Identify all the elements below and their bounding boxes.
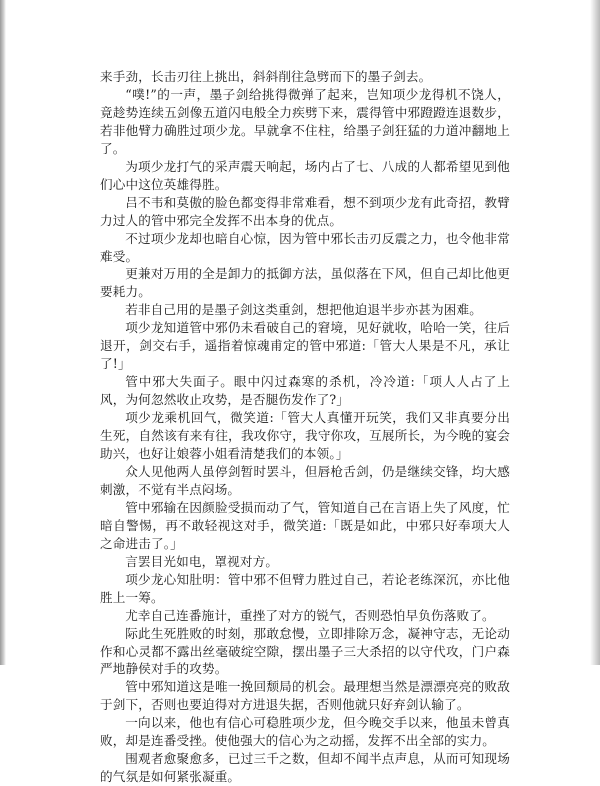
page-edge-left bbox=[0, 0, 6, 665]
paragraph: 来手劲，长击刃往上挑出，斜斜削往急劈而下的墨子剑去。 bbox=[100, 69, 432, 84]
paragraph: 众人见他两人虽停剑暂时罢斗，但唇枪舌剑，仍是继续交锋，均大感刺激，不觉有半点闷场。 bbox=[100, 463, 510, 497]
paragraph: 尤幸自己连番施计，重挫了对方的锐气，否则恐怕早负伤落败了。 bbox=[125, 607, 495, 623]
paragraph: “噗!”的一声，墨子剑给挑得微弹了起来，岂知项少龙得机不饶人，竟趁势连续五剑像五道闪电般全力疾劈下来，震得管中邪蹬蹬连退数步，若非他臂力确胜过项少龙。早就拿不住柱，给墨子剑狂猛的力道冲翻地上了。 bbox=[100, 86, 510, 156]
paragraph: 若非自己用的是墨子剑这类重剑，想把他迫退半步亦甚为困难。 bbox=[125, 302, 483, 318]
paragraph: 不过项少龙却也暗自心惊，因为管中邪长击刃反震之力，也令他非常难受。 bbox=[100, 230, 510, 264]
paragraph: 更兼对万用的全是卸力的抵御方法，虽似落在下风，但自己却比他更要耗力。 bbox=[100, 266, 510, 300]
paragraph: 项少龙乘机回气，微笑道:「管大人真懂开玩笑，我们又非真要分出生死，自然该有来有往，我攻你守，我守你攻，互展所长，为今晚的宴会助兴，也好让娘蓉小姐看清楚我们的本领。」 bbox=[100, 410, 510, 462]
paragraph: 管中邪知道这是唯一挽回颓局的机会。最理想当然是漂漂亮亮的败敌于剑下，否则也要迫得对方进退失据，否则他就只好弃剑认输了。 bbox=[100, 679, 510, 713]
paragraph: 项少龙心知肚明：管中邪不但臂力胜过自己，若论老练深沉，亦比他胜上一筹。 bbox=[100, 571, 510, 605]
paragraph: 吕不韦和莫傲的脸色都变得非常难看，想不到项少龙有此奇招，教臂力过人的管中邪完全发挥不出本身的优点。 bbox=[100, 194, 510, 228]
paragraph: 为项少龙打气的采声震天响起，场内占了七、八成的人都希望见到他们心中这位英雄得胜。 bbox=[100, 158, 510, 192]
paragraph: 言罢目光如电，罩视对方。 bbox=[125, 553, 279, 569]
page-edge-right bbox=[590, 0, 600, 665]
paragraph: 围观者愈聚愈多，已过三千之数，但却不闻半点声息，从而可知现场的气氛是如何紧张凝重。 bbox=[100, 751, 510, 785]
paragraph: 管中邪输在因颜脸受损而动了气，管知道自己在言语上失了风度，忙暗自警惕，再不敢轻视这对手，微笑道:「既是如此，中邪只好奉项大人之命进击了。」 bbox=[100, 499, 510, 551]
document-page bbox=[100, 68, 510, 786]
paragraph: 项少龙知道管中邪仍未看破自己的窘境，见好就收，哈哈一笑，往后退开，剑交右手，遥指着惊魂甫定的管中邪道:「管大人果是不凡，承让了!」 bbox=[100, 320, 510, 372]
paragraph: 管中邪大失面子。眼中闪过森寒的杀机，冷冷道:「项人人占了上风，为何忽然收止攻势，是否腿伤发作了?」 bbox=[100, 374, 510, 408]
paragraph: 际此生死胜败的时刻，那敢怠慢，立即排除万念，凝神守志，无论动作和心灵都不露出丝毫破绽空隙，摆出墨子三大杀招的以守代攻，门户森严地静侯对手的攻势。 bbox=[100, 625, 510, 677]
paragraph: 一向以来，他也有信心可稳胜项少龙，但今晚交手以来，他虽未曾真败，却是连番受挫。使他强大的信心为之动摇，发挥不出全部的实力。 bbox=[100, 715, 510, 749]
